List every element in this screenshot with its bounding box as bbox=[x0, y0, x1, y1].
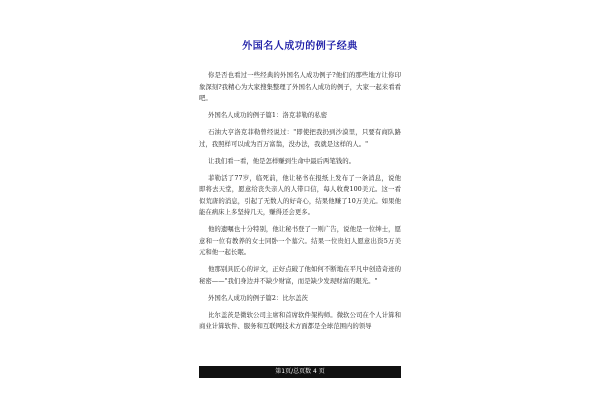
document-body bbox=[199, 70, 401, 338]
section-heading-1: 外国名人成功的例子篇1：洛克菲勒的私密 bbox=[208, 111, 328, 119]
section-heading-2: 外国名人成功的例子篇2：比尔盖茨 bbox=[208, 293, 308, 302]
document-title: 外国名人成功的例子经典 bbox=[242, 41, 358, 52]
quote-paragraph: 石油大亨洛克菲勒曾经说过："即使把我扔到沙漠里，只要有商队路过，我照样可以成为百万富翁，没办法，我就是这样的人。" bbox=[199, 128, 401, 148]
body-paragraph: 他那别具匠心的评文，正好点破了他如何不断地在平凡中创造奇迹的秘密——"我们身边并不缺少财富，而是缺少发现财富的眼光。" bbox=[199, 265, 401, 285]
intro-paragraph: 你是否也看过一些经典的外国名人成功例子?他们的那些地方让你印象深刻?我精心为大家搜集整理了外国名人成功的例子，大家一起来看看吧。 bbox=[199, 71, 401, 102]
page-footer: 第1页/总页数 4 页 bbox=[199, 366, 401, 378]
body-paragraph: 让我们看一看，他是怎样赚到生命中最后两笔钱的。 bbox=[208, 156, 355, 165]
body-paragraph: 他的遗嘱也十分特别，他让秘书登了一则广告，说他是一位绅士，愿意和一位有教养的女士同卧一个墓穴。结果一位贵妇人愿意出资5万美元和他一起长眠。 bbox=[199, 225, 401, 256]
body-paragraph: 比尔盖茨是微软公司主席和首席软件架构师。微软公司在个人计算和商业计算软件、服务和互联网技术方面都是全球范围内的领导 bbox=[199, 310, 401, 330]
body-paragraph: 菲勒活了77岁，临死前，他让秘书在报纸上发布了一条消息，说他即将去天堂，愿意给丧失亲人的人带口信，每人收费100美元。这一看似荒唐的消息，引起了无数人的好奇心，结果他赚了10万美元。如果他能在病床上多坚持几天，赚得还会更多。 bbox=[199, 173, 401, 216]
